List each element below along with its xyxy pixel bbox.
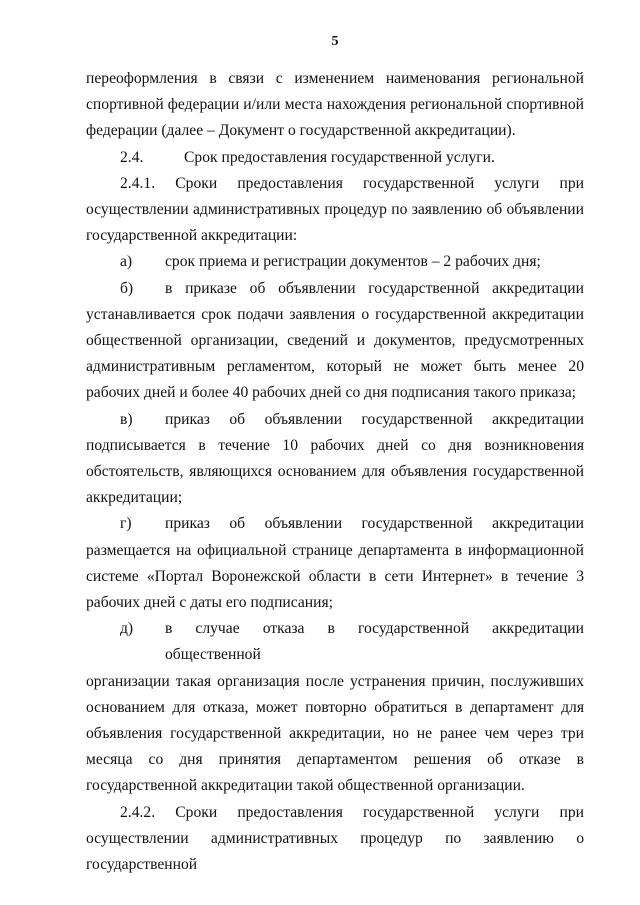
list-item-b bbox=[86, 276, 584, 302]
section-heading: Срок предоставления государственной услуги. bbox=[184, 148, 495, 166]
list-item-v bbox=[86, 407, 584, 433]
list-item-first-line: приказ об объявлении государственной аккредитации bbox=[165, 410, 584, 428]
list-item-continuation: организации такая организация после устранения причин, послуживших основанием для отказа, может повторно обратиться в департамент для объявления государственной аккредитации, но не ранее чем через три месяца со дня принятия департаментом решения об отказе в государственной аккредитации такой общественной организации. bbox=[86, 672, 584, 795]
list-item-text: срок приема и регистрации документов – 2 рабочих дня; bbox=[165, 253, 541, 271]
document-body bbox=[86, 66, 584, 878]
list-item-a bbox=[86, 249, 584, 275]
section-2-4 bbox=[86, 145, 584, 171]
list-marker: а) bbox=[120, 253, 133, 271]
list-item-continuation: подписывается в течение 10 рабочих дней со дня возникновения обстоятельств, являющихся основанием для объявления государственной аккредитации; bbox=[86, 436, 584, 507]
list-item-first-line: приказ об объявлении государственной аккредитации bbox=[165, 515, 584, 533]
list-marker: г) bbox=[120, 515, 132, 533]
list-marker: в) bbox=[120, 410, 133, 428]
section-number: 2.4. bbox=[120, 148, 144, 166]
paragraph-continuation: переоформления в связи с изменением наименования региональной спортивной федерации и/или места нахождения региональной спортивной федерации (далее – Документ о государственной аккредитации). bbox=[86, 70, 584, 140]
list-item-first-line: в случае отказа в государственной аккредитации общественной bbox=[165, 620, 584, 664]
page-number: 5 bbox=[331, 34, 339, 49]
list-marker: д) bbox=[120, 620, 134, 638]
section-2-4-2-text: осуществлении административных процедур по заявлению о государственной bbox=[86, 829, 584, 874]
section-2-4-2-first-line: 2.4.2. Сроки предоставления государственной услуги при bbox=[120, 803, 584, 821]
section-2-4-1-text: осуществлении административных процедур по заявлению об объявлении государственной аккредитации: bbox=[86, 201, 584, 245]
list-item-continuation: размещается на официальной странице департамента в информационной системе «Портал Воронежской области в сети Интернет» в течение 3 рабочих дней с даты его подписания; bbox=[86, 541, 584, 612]
list-marker: б) bbox=[120, 279, 134, 297]
list-item-continuation: устанавливается срок подачи заявления о государственной аккредитации общественной организации, сведений и документов, предусмотренных административным регламентом, который не может быть менее 20 рабочих дней и более 40 рабочих дней со дня подписания такого приказа; bbox=[86, 305, 584, 402]
list-item-d bbox=[86, 616, 584, 668]
list-item-g bbox=[86, 511, 584, 537]
section-2-4-1-first-line: 2.4.1. Сроки предоставления государственной услуги при bbox=[120, 174, 584, 192]
list-item-first-line: в приказе об объявлении государственной аккредитации bbox=[165, 279, 584, 297]
